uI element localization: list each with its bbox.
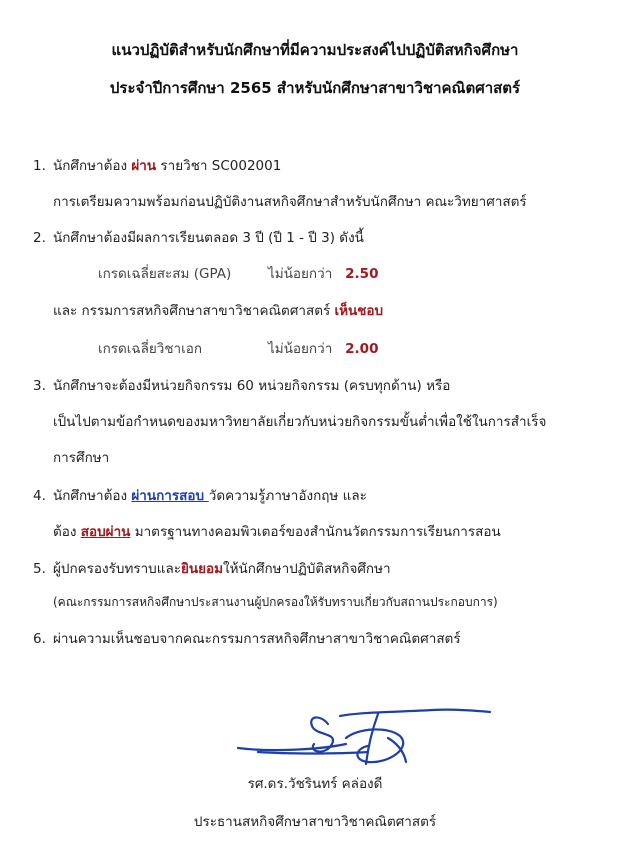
item-3-continuation: การศึกษา <box>53 450 110 466</box>
major-gpa-requirement-row <box>98 337 378 359</box>
item-text: วัดความรู้ภาษาอังกฤษ และ <box>208 488 367 504</box>
item-number: 2. <box>33 230 46 246</box>
item-number: 4. <box>33 488 46 504</box>
gpa-value: 2.50 <box>345 266 379 282</box>
emphasis-consent: ยินยอม <box>180 561 224 577</box>
item-1 <box>33 154 281 176</box>
item-number: 1. <box>33 158 46 174</box>
emphasis-pass-exam-link[interactable]: ผ่านการสอบ <box>131 488 209 504</box>
document-title-line-2: ประจำปีการศึกษา 2565 สำหรับนักศึกษาสาขาวิชาคณิตศาสตร์ <box>109 79 521 97</box>
item-text: รายวิชา SC002001 <box>156 158 282 174</box>
item-number: 5. <box>33 561 46 577</box>
document-title-line-1: แนวปฏิบัติสำหรับนักศึกษาที่มีความประสงค์ไปปฏิบัติสหกิจศึกษา <box>111 41 519 59</box>
item-2 <box>33 226 364 248</box>
item-3-continuation: เป็นไปตามข้อกำหนดของมหาวิทยาลัยเกี่ยวกับหน่วยกิจกรรมขั้นต่ำเพื่อใช้ในการสำเร็จ <box>53 414 547 430</box>
item-5-note: (คณะกรรมการสหกิจศึกษาประสานงานผู้ปกครองให้รับทราบเกี่ยวกับสถานประกอบการ) <box>53 595 498 609</box>
committee-approval-row <box>53 299 383 321</box>
item-number: 6. <box>33 631 46 647</box>
gpa-requirement-row <box>98 262 378 284</box>
item-text: มาตรฐานทางคอมพิวเตอร์ของสำนักนวัตกรรมการเรียนการสอน <box>130 524 501 540</box>
item-text: นักศึกษาต้อง <box>53 488 132 504</box>
item-text: ผู้ปกครองรับทราบและ <box>53 561 181 577</box>
item-text: ต้อง <box>53 524 81 540</box>
item-text: นักศึกษาต้องมีผลการเรียนตลอด 3 ปี (ปี 1 - ปี 3) ดังนี้ <box>53 230 364 246</box>
item-text: นักศึกษาจะต้องมีหน่วยกิจกรรม 60 หน่วยกิจกรรม (ครบทุกด้าน) หรือ <box>53 378 451 394</box>
item-text: ให้นักศึกษาปฏิบัติสหกิจศึกษา <box>223 561 391 577</box>
item-number: 3. <box>33 378 46 394</box>
item-4 <box>33 484 367 506</box>
major-gpa-label: เกรดเฉลี่ยวิชาเอก <box>98 341 203 357</box>
major-gpa-value: 2.00 <box>345 341 379 357</box>
emphasis-pass-test: สอบผ่าน <box>80 524 131 540</box>
gpa-label: เกรดเฉลี่ยสะสม (GPA) <box>98 266 232 282</box>
item-6 <box>33 627 461 649</box>
handwritten-signature <box>228 708 498 772</box>
item-4-continuation <box>53 520 501 542</box>
item-5 <box>33 557 391 579</box>
emphasis-pass: ผ่าน <box>131 158 157 174</box>
gpa-condition: ไม่น้อยกว่า <box>268 266 333 282</box>
item-text: และ กรรมการสหกิจศึกษาสาขาวิชาคณิตศาสตร์ <box>53 303 335 319</box>
signatory-position: ประธานสหกิจศึกษาสาขาวิชาคณิตศาสตร์ <box>193 814 437 830</box>
item-text: ผ่านความเห็นชอบจากคณะกรรมการสหกิจศึกษาสาขาวิชาคณิตศาสตร์ <box>53 631 461 647</box>
item-1-continuation: การเตรียมความพร้อมก่อนปฏิบัติงานสหกิจศึกษาสำหรับนักศึกษา คณะวิทยาศาสตร์ <box>53 194 527 210</box>
item-3 <box>33 374 450 396</box>
emphasis-approve: เห็นชอบ <box>334 303 384 319</box>
signatory-name: รศ.ดร.วัชรินทร์ คล่องดี <box>247 776 383 792</box>
item-text: นักศึกษาต้อง <box>53 158 132 174</box>
major-gpa-condition: ไม่น้อยกว่า <box>268 341 333 357</box>
